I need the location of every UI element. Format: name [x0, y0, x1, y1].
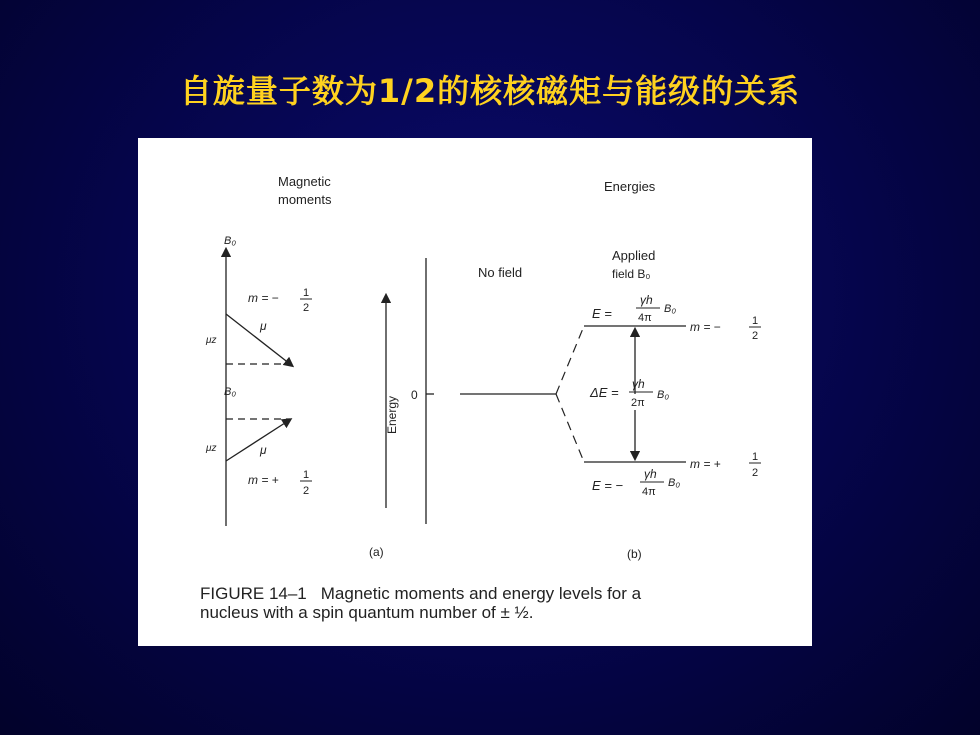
figure-caption [200, 584, 800, 622]
m-plus-half-label: m = + [690, 457, 721, 471]
caption-line-1 [200, 584, 800, 603]
m-bottom-label: m = + [248, 473, 279, 487]
m-minus-half-num: 1 [752, 315, 759, 327]
no-field-label: No field [478, 265, 523, 280]
header-moments: moments [278, 192, 332, 207]
m-plus-half-num: 1 [752, 451, 759, 463]
caption-line-2: nucleus with a spin quantum number of ± ½. [200, 603, 534, 622]
m-bottom-num: 1 [303, 469, 310, 481]
muz-top-label: μz [206, 335, 217, 346]
energy-axis-label: Energy [385, 395, 399, 434]
mu-bottom-vector [226, 421, 288, 461]
m-plus-half-den: 2 [752, 467, 759, 479]
slide-title: 自旋量子数为1/2的核核磁矩与能级的关系 [179, 72, 801, 110]
gamma-h-delta: γh [632, 377, 645, 391]
mu-bottom-label: μ [260, 443, 267, 457]
applied-label-1: Applied [612, 248, 656, 263]
split-up-line [556, 326, 584, 394]
m-top-den: 2 [303, 302, 310, 314]
caption-figure-label: FIGURE 14–1 [200, 584, 307, 603]
m-minus-half-den: 2 [752, 330, 759, 342]
subfigure-a-label: (a) [369, 545, 384, 559]
e-upper-label: E = [592, 306, 612, 321]
m-top-num: 1 [303, 287, 310, 299]
e-lower-label: E = − [592, 478, 624, 493]
m-minus-half-label: m = − [690, 320, 721, 334]
energy-diagram [138, 138, 812, 646]
muz-bottom-label: μz [206, 443, 217, 454]
four-pi-lower: 4π [642, 486, 656, 498]
b0-top-label: B₀ [224, 235, 236, 247]
delta-e-label: ΔE = [590, 385, 619, 400]
subfigure-b-label: (b) [627, 547, 642, 561]
b0-lower-inline: B₀ [668, 477, 680, 489]
figure-panel [138, 138, 812, 646]
split-down-line [556, 394, 584, 462]
four-pi-upper: 4π [638, 312, 652, 324]
b0-delta-inline: B₀ [657, 389, 669, 401]
two-pi-delta: 2π [631, 397, 645, 409]
m-top-label: m = − [248, 291, 279, 305]
b0-bottom-label: B₀ [224, 386, 236, 398]
header-energies: Energies [604, 179, 656, 194]
caption-text-1: Magnetic moments and energy levels for a [320, 584, 642, 603]
header-magnetic: Magnetic [278, 174, 331, 189]
m-bottom-den: 2 [303, 485, 310, 497]
gamma-h-upper: γh [640, 293, 653, 307]
b0-upper-inline: B₀ [664, 303, 676, 315]
mu-top-label: μ [260, 319, 267, 333]
mu-top-vector [226, 314, 290, 364]
zero-label: 0 [411, 388, 418, 402]
gamma-h-lower: γh [644, 467, 657, 481]
applied-label-2: field B₀ [612, 267, 651, 281]
